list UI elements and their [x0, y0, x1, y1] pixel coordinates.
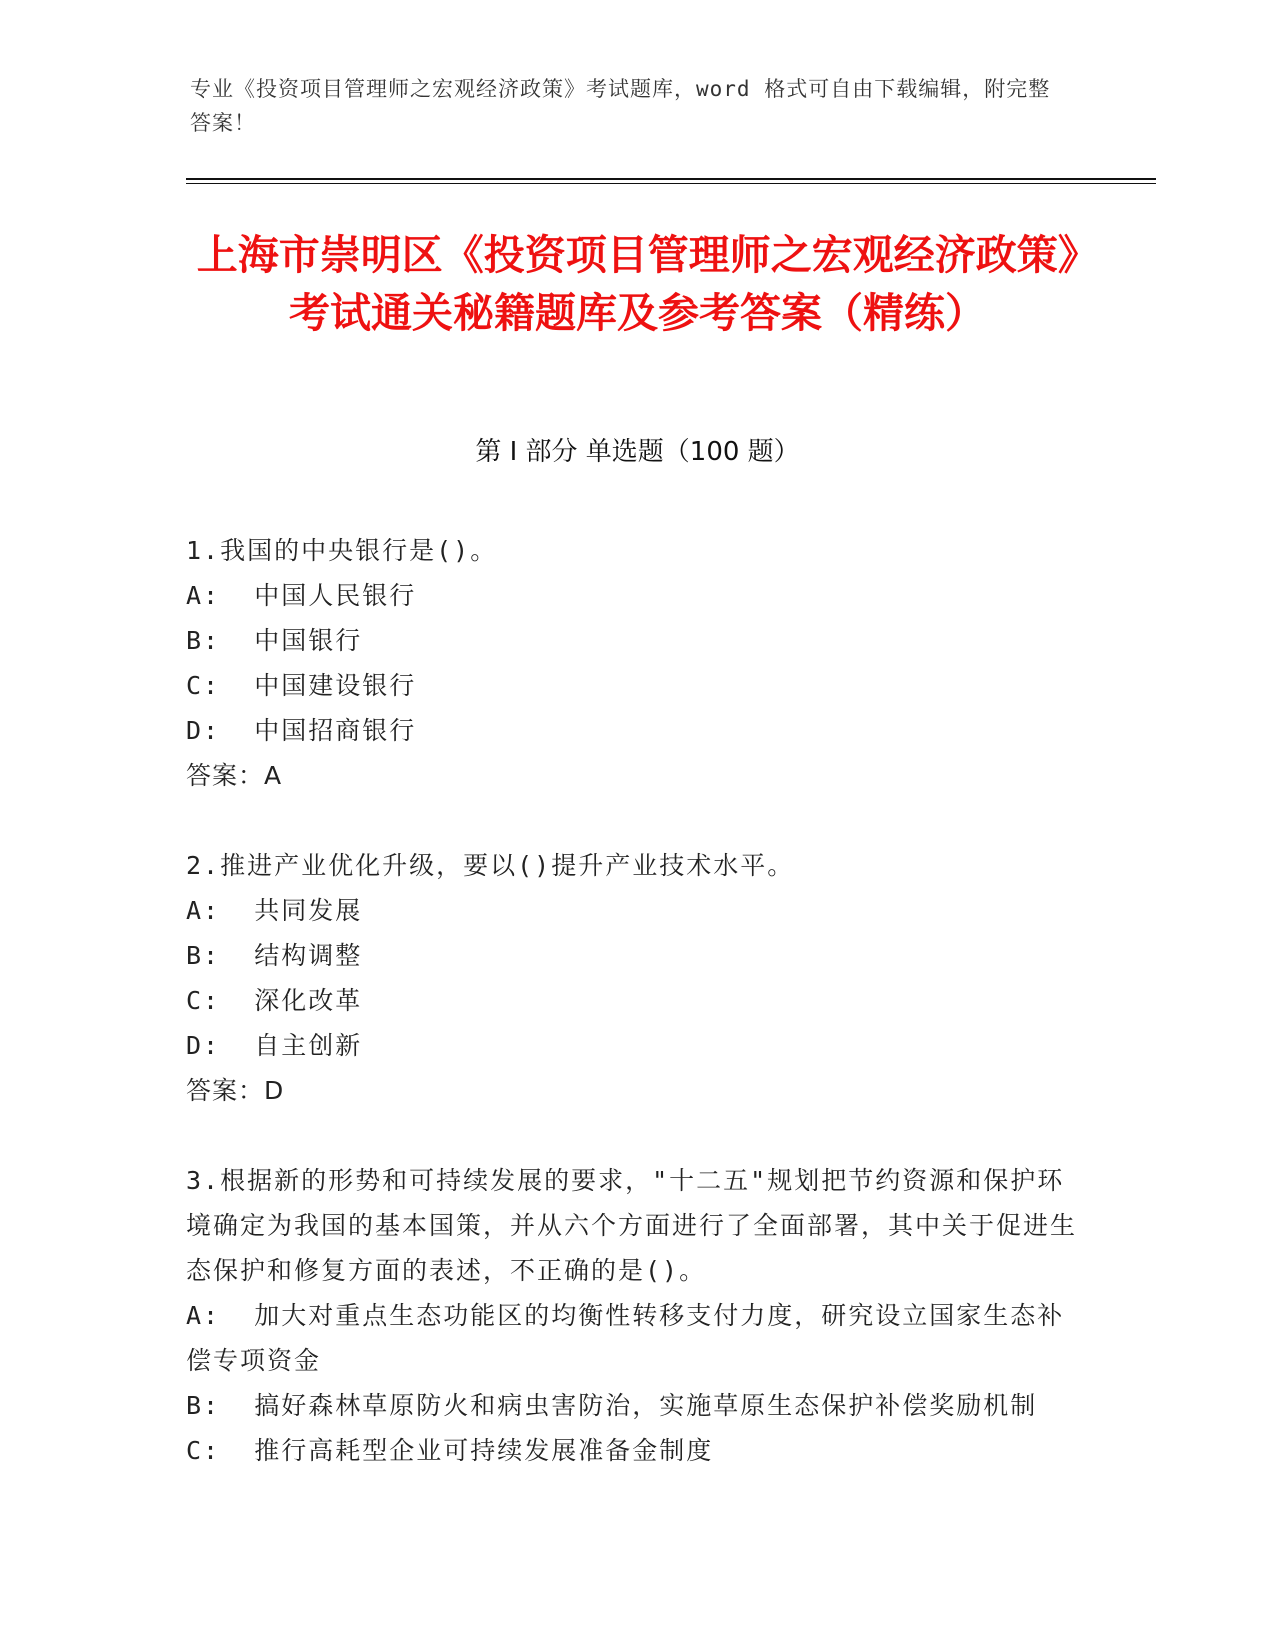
header-note: 专业《投资项目管理师之宏观经济政策》考试题库，word 格式可自由下载编辑，附完整答案！ [190, 77, 1051, 135]
question-2 [186, 843, 1086, 1113]
option-a: A: 共同发展 [186, 896, 363, 925]
header-divider-thin [186, 183, 1156, 184]
question-stem: 1.我国的中央银行是()。 [186, 536, 498, 565]
option-c: C: 推行高耗型企业可持续发展准备金制度 [186, 1436, 714, 1465]
option-a: A: 中国人民银行 [186, 581, 417, 610]
answer-line: 答案：D [186, 1076, 285, 1105]
option-c: C: 中国建设银行 [186, 671, 417, 700]
option-a: A: 加大对重点生态功能区的均衡性转移支付力度，研究设立国家生态补偿专项资金 [186, 1301, 1065, 1375]
option-c: C: 深化改革 [186, 986, 363, 1015]
header-divider-thick [186, 178, 1156, 180]
question-list [186, 528, 1086, 1518]
document-title: 上海市崇明区《投资项目管理师之宏观经济政策》考试通关秘籍题库及参考答案（精练） [196, 231, 1079, 337]
question-3 [186, 1158, 1086, 1473]
option-b: B: 中国银行 [186, 626, 363, 655]
question-stem: 2.推进产业优化升级，要以()提升产业技术水平。 [186, 851, 795, 880]
answer-line: 答案：A [186, 761, 283, 790]
option-d: D: 自主创新 [186, 1031, 363, 1060]
option-d: D: 中国招商银行 [186, 716, 417, 745]
question-1 [186, 528, 1086, 798]
section-heading: 第 I 部分 单选题（100 题） [475, 437, 800, 467]
option-b: B: 搞好森林草原防火和病虫害防治，实施草原生态保护补偿奖励机制 [186, 1391, 1038, 1420]
option-b: B: 结构调整 [186, 941, 363, 970]
question-stem: 3.根据新的形势和可持续发展的要求，"十二五"规划把节约资源和保护环境确定为我国的基本国策，并从六个方面进行了全面部署，其中关于促进生态保护和修复方面的表述，不正确的是()。 [186, 1166, 1078, 1285]
